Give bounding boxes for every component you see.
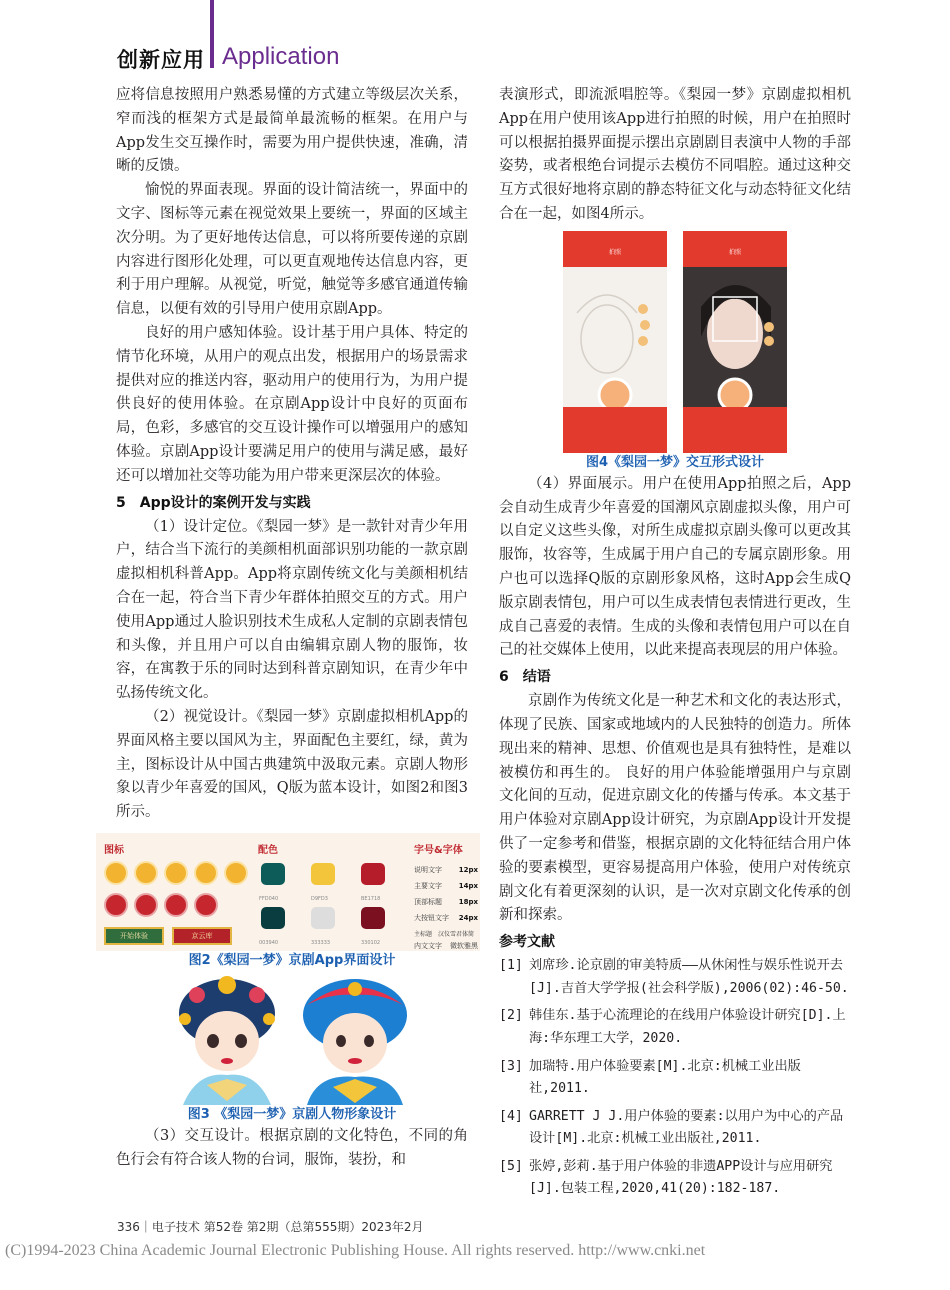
font-row: 主标题 汉仪雪君体简	[414, 930, 475, 938]
phone-bottom-bar	[563, 407, 667, 453]
check-icon	[164, 861, 188, 885]
music-note-icon	[224, 861, 248, 885]
left-column	[104, 84, 478, 1173]
hex-code: 333333	[311, 939, 331, 946]
reference-item: [2] 韩佳东.基于心流理论的在线用户体验设计研究[D].上海:华东理工大学，2020.	[499, 1008, 846, 1046]
references-heading: 参考文献	[499, 934, 555, 951]
figure-2-ui-design	[96, 833, 480, 951]
grid-icon	[194, 893, 218, 917]
font-row: 大按钮文字 24px	[414, 913, 478, 922]
hex-code: D9FD3	[311, 895, 328, 902]
swatch-red	[361, 863, 385, 885]
figure-3-caption: 图3 《梨园一梦》京剧人物形象设计	[187, 1106, 397, 1122]
font-row: 主要文字 14px	[414, 881, 478, 890]
font-row: 顶部标题 18px	[414, 897, 478, 906]
paragraph: 良好的用户感知体验。设计基于用户具体、特定的情节化环境，从用户的观点出发，根据用户的场景需求提供对应的推送内容，驱动用户的使用行为，为用户提供良好的使用体验。在京剧App设计中良好的页面布局，色彩，多感官的交互设计操作可以增强用户的感知体验。京剧App设计要满足用户的使用与满足感，最好还可以增加社交等功能为用户带来更深层次的体验。	[116, 324, 468, 484]
figure-2-caption: 图2《梨园一梦》京剧App界面设计	[188, 952, 396, 968]
fig2-label-colors: 配色	[258, 844, 278, 856]
hex-code: BE1718	[361, 895, 381, 902]
phone-title: 拍照	[683, 231, 787, 267]
swatch-dark-red	[361, 907, 385, 929]
swatch-grey	[311, 907, 335, 929]
section-header-cn: 创新应用	[117, 48, 205, 72]
paragraph: （4）界面展示。用户在使用App拍照之后，App会自动生成青少年喜爱的国潮风京剧虚拟头像，用户可以自定义这些头像，对所生成虚拟京剧头像可以更改其服饰，妆容等，生成属于用户自己的专属京剧形象。用户也可以选择Q版的京剧形象风格，这时App会生成Q版京剧表情包，用户可以生成表情包表情进行更改，生成自己喜爱的表情。生成的头像和表情包用户可以在自己的社交媒体上使用，以此来提高表现层的用户体验。	[499, 475, 851, 659]
paragraph: （1）设计定位。《梨园一梦》是一款针对青少年用户，结合当下流行的美颜相机面部识别功能的一款京剧虚拟相机科普App。App将京剧传统文化与美颜相机结合在一起，符合当下青少年群体拍照交互的方式。用户使用App通过人脸识别技术生成私人定制的京剧表情包和头像，并且用户可以自由编辑京剧人物的服饰，妆容，在寓教于乐的同时达到科普京剧知识，在青少年中弘扬传统文化。	[116, 518, 468, 702]
home-icon	[104, 893, 128, 917]
start-banner: 开始体验	[104, 927, 164, 945]
reference-item: [4] GARRETT J J.用户体验的要素:以用户为中心的产品设计[M].北京:机械工业出版社,2011.	[499, 1108, 844, 1147]
header-divider	[210, 0, 214, 68]
reference-item: [5] 张婷,彭莉.基于用户体验的非遗APP设计与应用研究[J].包装工程,2020,41(20):182-187.	[499, 1158, 833, 1197]
paragraph: 京剧作为传统文化是一种艺术和文化的表达形式，体现了民族、国家或地域内的人民独特的创造力。所体现出来的精神、思想、价值观也是具有独特性，是难以被模仿和再生的。 良好的用户体验能增强用户与京剧文化间的互动，促进京剧文化的传播与传承。本文基于用户体验对京剧App设计研究，为京剧App设计开发提供了一定参考和借鉴，根据京剧的文化特征结合用户体验的要素模型，更容易提高用户体验，使用户对传统京剧文化有着更深刻的认识，是一次对京剧文化传承的创新和探索。	[499, 693, 851, 924]
section-6-heading: 6 结语	[499, 669, 551, 686]
face-outline-graphic	[563, 267, 667, 407]
camera-preview-graphic	[683, 267, 787, 407]
paragraph: 表演形式，即流派唱腔等。《梨园一梦》京剧虚拟相机App在用户使用该App进行拍照的时候，用户在拍照时可以根据拍摄界面提示摆出京剧剧目表演中人物的手部姿势，或者根绝台词提示去模仿不同唱腔。通过这种交互方式很好地将京剧的静态特征文化与动态特征文化结合在一起，如图4所示。	[499, 87, 851, 222]
hex-code: FFD040	[259, 895, 279, 902]
fig2-label-fonts: 字号&字体	[414, 844, 463, 856]
paragraph: （2）视觉设计。《梨园一梦》京剧虚拟相机App的界面风格主要以国风为主，界面配色主要红，绿，黄为主，图标设计从中国古典建筑中汲取元素。京剧人物形象以青少年喜爱的国风，Q版为蓝本设计，如图2和图3所示。	[116, 708, 468, 821]
figure-3-characters	[157, 975, 427, 1105]
phone-title: 拍照	[563, 231, 667, 267]
paragraph: 应将信息按照用户熟悉易懂的方式建立等级层次关系，窄而浅的框架方式是最简单最流畅的框架。在用户与App发生交互操作时，需要为用户提供快速，准确，清晰的反馈。	[116, 87, 468, 175]
references-list	[499, 955, 851, 1201]
hex-code: 003940	[259, 939, 279, 946]
app-icon	[104, 861, 128, 885]
reference-item: [3] 加瑞特.用户体验要素[M].北京:机械工业出版社,2011.	[499, 1058, 801, 1097]
close-icon	[134, 893, 158, 917]
phone-bottom-bar	[683, 407, 787, 453]
right-column	[499, 84, 851, 1206]
swatch-yellow	[311, 863, 335, 885]
paragraph: （3）交互设计。根据京剧的文化特色，不同的角色行会有符合该人物的台词，服饰，装扮，和	[116, 1127, 468, 1168]
paragraph: 愉悦的界面表现。界面的设计简洁统一，界面中的文字、图标等元素在视觉效果上要统一，界面的区域主次分明。为了更好地传达信息，可以将所要传递的京剧内容进行图形化处理，可以更直观地传达信息内容，更利于用户理解。从视觉，听觉，触觉等多感官通道传输信息，以便有效的引导用户使用京剧App。	[116, 182, 468, 318]
page-footer: 336｜电子技术 第52卷 第2期（总第555期）2023年2月	[117, 1220, 424, 1234]
back-icon	[134, 861, 158, 885]
font-row: 说明文字 12px	[414, 865, 478, 874]
library-banner: 京云库	[172, 927, 232, 945]
swatch-dark-teal	[261, 907, 285, 929]
reference-item: [1] 刘席珍.论京剧的审美特质——从休闲性与娱乐性说开去[J].吉首大学学报(社会科学版),2006(02):46-50.	[499, 958, 849, 996]
swatch-teal	[261, 863, 285, 885]
section-5-heading: 5 App设计的案例开发与实践	[116, 494, 311, 511]
fig2-label-icons: 图标	[104, 844, 124, 856]
phone-mockup-outline	[563, 231, 667, 453]
section-header-en: Application	[222, 43, 340, 70]
hex-code: 330102	[361, 939, 381, 946]
phone-mockup-camera	[683, 231, 787, 453]
figure-4-caption: 图4《梨园一梦》交互形式设计	[585, 454, 765, 470]
font-row: 内文文字 微软雅黑	[414, 941, 478, 950]
figure-4-interaction	[563, 231, 787, 453]
copyright-notice: (C)1994-2023 China Academic Journal Electronic Publishing House. All rights reserved. http://www.cnki.net	[5, 1242, 706, 1259]
flower-icon	[164, 893, 188, 917]
music-icon	[194, 861, 218, 885]
opera-characters-illustration	[157, 975, 427, 1105]
